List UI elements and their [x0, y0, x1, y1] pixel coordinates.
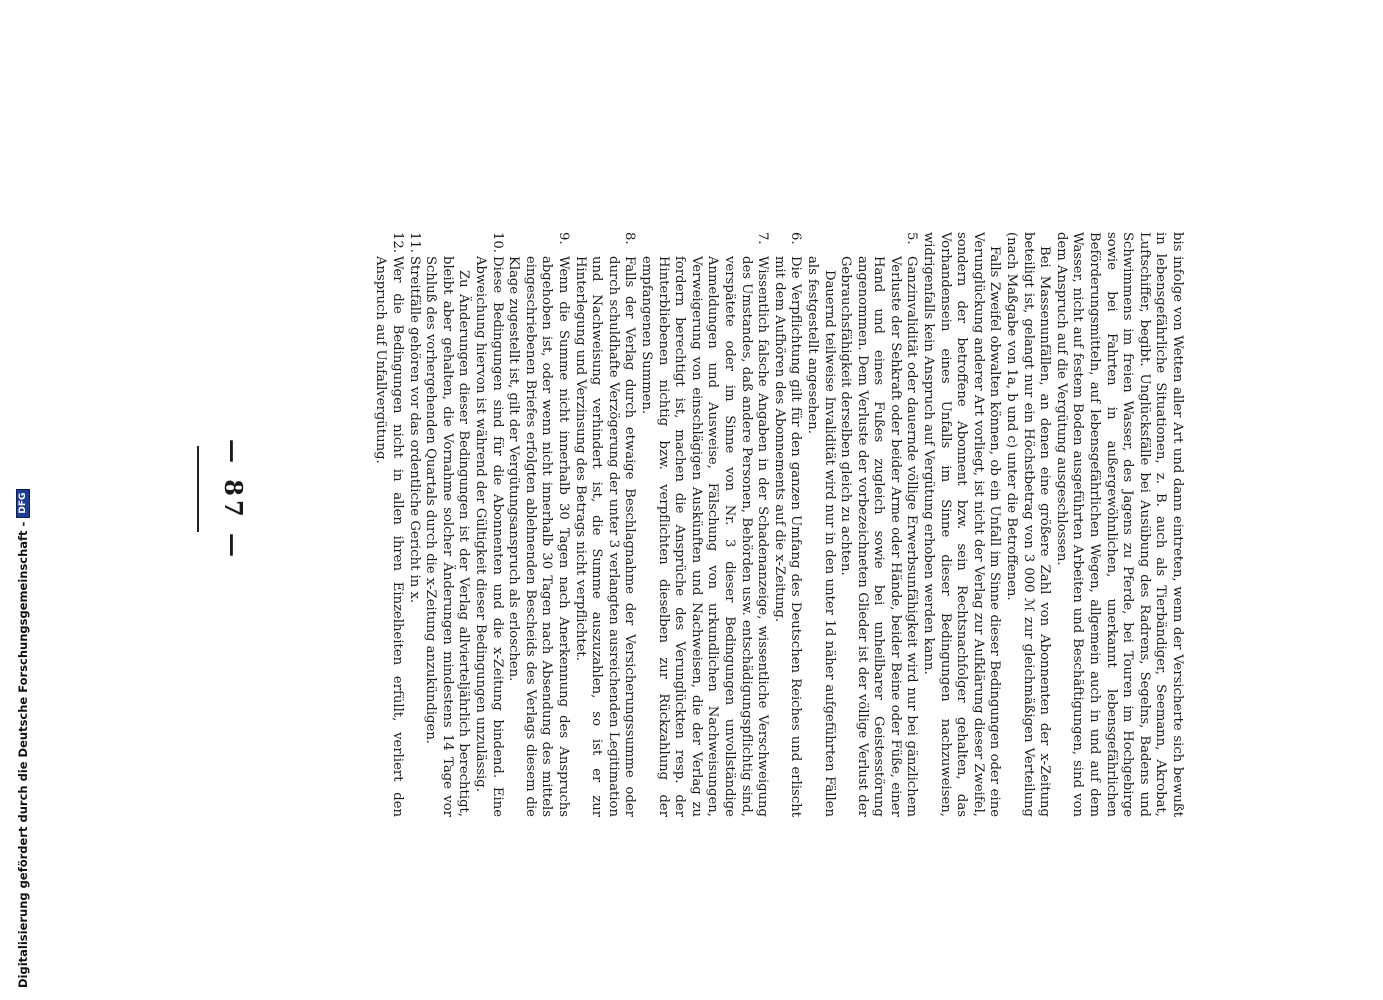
item-text: Dauernd teilweise Invalidität wird nur in den unter 1d näher aufgeführten Fällen als festgestellt angesehen. — [804, 256, 837, 817]
item-number: 5. — [904, 232, 920, 245]
item-text: Streitfälle gehören vor das ordentliche Gericht in x. — [406, 256, 422, 604]
list-item — [837, 232, 920, 817]
list-item — [571, 232, 637, 817]
dfg-logo-icon: DFG — [16, 489, 30, 518]
list-item — [803, 232, 836, 817]
item-text: Zu Änderungen dieser Bedingungen ist der Verlag allvierteljährlich berechtigt, bleibt aber gehalten, die Vornahme solcher Änderungen mindestens 14 Tage vor Schluß des vorhergehenden Quartals durch die x-Zeitung anzukündigen. — [423, 256, 472, 817]
item-text: Wer die Bedingungen nicht in allen ihren Einzelheiten erfüllt, verliert den Anspruch auf Unfallvergütung. — [373, 256, 406, 817]
item-text: Falls der Verlag durch etwaige Beschlagnahme der Versicherungssumme oder durch schuldhafte Verzögerung der unter 3 verlangten ausreichenden Legitimation und Nachweisung verhindert ist, die Summe auszuzahlen, so ist er zur Hinterlegung und Verzinsung des Betrags nicht verpflichtet. — [572, 256, 638, 817]
body-text — [372, 232, 1185, 817]
item-number: 12. — [390, 232, 406, 253]
page-number: — 87 — — [219, 438, 248, 562]
credit-text: Digitalisierung gefördert durch die Deutsche Forschungsgemeinschaft - — [16, 521, 30, 988]
item-text: Diese Bedingungen sind für die Abonnenten und die x-Zeitung bindend. Eine Abweichung hiervon ist während der Gültigkeit dieser Bedingungen unzulässig. — [473, 256, 505, 817]
item-number: 10. — [489, 232, 505, 253]
list-item — [637, 232, 770, 817]
item-text: Wissentlich falsche Angaben in der Schadenanzeige, wissentliche Verschweigung des Umstandes, daß andere Personen, Behörden usw. entschädigungspflichtig sind, verspätete oder im Sinne von Nr. 3 dieser Bedingungen unvollständige Anmeldungen und Ausweise, Fälschung von urkundlichen Nachweisungen, Verweigerung von einschlägigen Auskünften und Nachweisen, die der Verlag zu fordern berechtigt ist, machen die Ansprüche des Verunglückten resp. der Hinterbliebenen nichtig bzw. verpflichten dieselben zur Rückzahlung der empfangenen Summen. — [639, 256, 771, 817]
list-item — [372, 232, 405, 817]
item-text: Wenn die Summe nicht innerhalb 30 Tagen nach Anerkennung des Anspruchs abgehoben ist, oder wenn nicht innerhalb 30 Tagen nach Absendung des mittels eingeschriebenen Briefes erfolgten ablehnenden Bescheids des Verlags diesem die Klage zugestellt ist, gilt der Vergütungsanspruch als erloschen. — [506, 256, 572, 817]
paragraph: Falls Zweifel obwalten können, ob ein Unfall im Sinne dieser Bedingungen oder eine Verunglückung anderer Art vorliegt, ist nicht der Verlag zur Aufklärung dieser Zweifel, sondern der betroffene Abonnent bzw. sein Rechtsnachfolger gehalten, das Vorhandensein eines Unfalls im Sinne dieser Bedingungen nachzuweisen, widrigenfalls kein Anspruch auf Vergütung erhoben werden kann. — [921, 232, 1003, 817]
item-text: Die Verpflichtung gilt für den ganzen Umfang des Deutschen Reiches und erlischt mit dem Aufhören des Abonnements auf die x-Zeitung. — [771, 256, 804, 817]
list-item — [422, 232, 472, 817]
list-item — [770, 232, 803, 817]
item-number — [422, 232, 472, 256]
item-number: 9. — [556, 232, 572, 245]
item-text: Ganzinvalidität oder dauernde völlige Erwerbsunfähigkeit wird nur bei gänzlichem Verluste der Sehkraft oder beider Arme oder Hände, beider Beine oder Füße, einer Hand und eines Fußes zugleich sowie bei unheilbarer Geistesstörung angenommen. Dem Verluste der vorbezeichneten Glieder ist der völlige Verlust der Gebrauchsfähigkeit derselben gleich zu achten. — [838, 256, 920, 817]
list-item — [405, 232, 422, 817]
item-number: 7. — [755, 232, 771, 245]
item-number: 8. — [622, 232, 638, 245]
paragraph: bis infolge von Wetten aller Art und dann eintreten, wenn der Versicherte sich bewußt in lebensgefährliche Situationen, z. B. auch als Tierbändiger, Seemann, Akrobat, Luftschiffer, begibt. Unglücksfälle bei Ausübung des Radrens, Segelns, Badens und Schwimmens im freien Wasser, des Jagens zu Pferde, bei Touren im Hochgebirge sowie bei Fahrten in außergewöhnlichen, unerkannt lebensgefährlichen Beförderungsmitteln, auf lebensgefährlichen Wegen, allgemein auch in und auf dem Wasser, nicht auf festem Boden ausgeführten Arbeiten und Beschäftigungen, sind von dem Anspruch auf die Vergütung ausgeschlossen. — [1053, 232, 1185, 817]
item-number: 6. — [788, 232, 804, 245]
item-number — [803, 232, 836, 256]
list-item — [505, 232, 571, 817]
list-item — [471, 232, 504, 817]
end-rule-divider — [197, 446, 199, 532]
item-number: 11. — [406, 232, 422, 253]
digitization-credit — [16, 489, 30, 988]
paragraph: Bei Massenunfällen, an denen eine größere Zahl von Abonnenten der x-Zeitung beteiligt ist, gelangt nur ein Höchstbetrag von 3 000 ℳ zur gleichmäßigen Verteilung (nach Maßgabe von 1a, b und c) unter die Betroffenen. — [1004, 232, 1053, 817]
